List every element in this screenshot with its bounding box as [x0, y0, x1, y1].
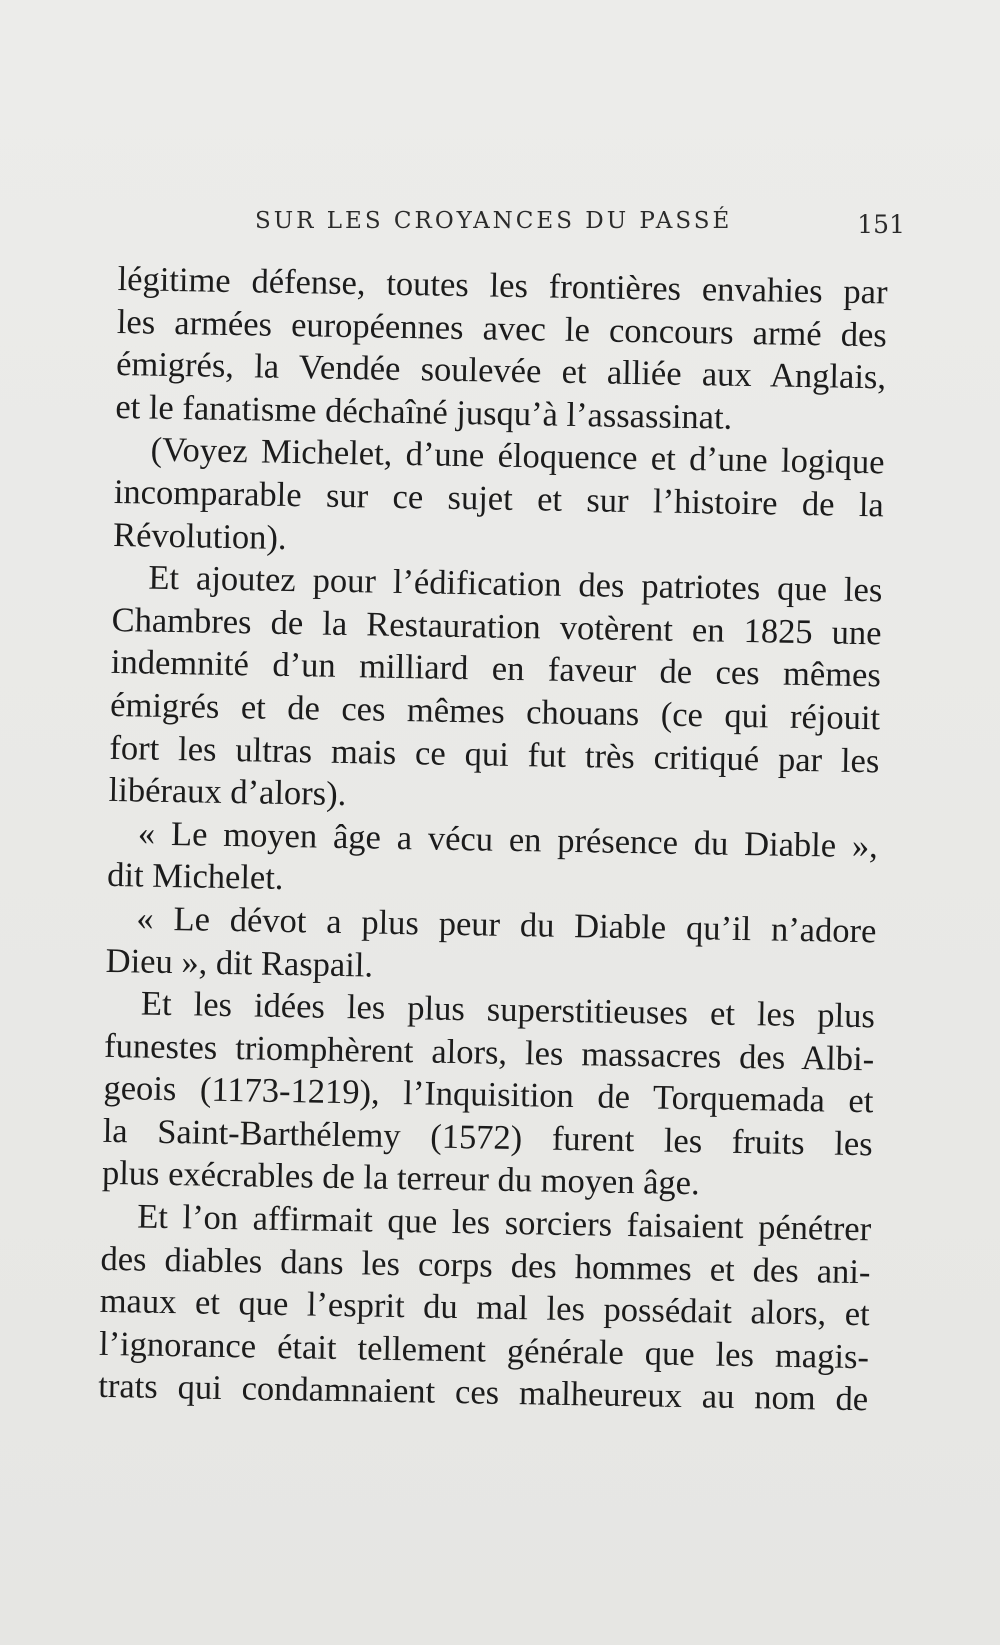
text-line: libéraux d’alors). [108, 771, 347, 814]
text-line: plus exécrables de la terreur du moyen âge. [101, 1154, 701, 1203]
page-number: 151 [857, 210, 905, 239]
text-line: Et l’on affirmait que les sorciers faisaient pénétrer [136, 1197, 872, 1249]
body-text [98, 258, 888, 1421]
text-line: Révolution). [112, 515, 287, 557]
text-line: des diables dans les corps des hommes et des ani- [100, 1239, 871, 1291]
text-line: émigrés et de ces mêmes chouans (ce qui réjouit [109, 685, 881, 738]
text-line: émigrés, la Vendée soulevée et alliée aux Anglais, [115, 345, 887, 397]
text-line: dit Michelet. [106, 856, 284, 898]
text-line: « Le dévot a plus peur du Diable qu’il n’adore [136, 899, 877, 951]
page-header [255, 208, 905, 248]
text-line: « Le moyen âge a vécu en présence du Diable », [137, 814, 879, 866]
text-line: fort les ultras mais ce qui fut très critiqué par les [109, 728, 880, 780]
text-line: et le fanatisme déchaîné jusqu’à l’assassinat. [115, 387, 733, 437]
running-title: SUR LES CROYANCES DU PASSÉ [255, 208, 733, 234]
text-line: Chambres de la Restauration votèrent en 1825 une [111, 600, 882, 653]
text-line: (Voyez Michelet, d’une éloquence et d’une logique [150, 430, 885, 482]
text-line: la Saint-Barthélemy (1572) furent les fruits les [102, 1111, 873, 1164]
text-line: Et ajoutez pour l’édification des patriotes que les [148, 558, 883, 610]
text-line: Et les idées les plus superstitieuses et les plus [140, 984, 876, 1036]
text-line: maux et que l’esprit du mal les possédait alors, et [99, 1282, 871, 1334]
text-line: Dieu », dit Raspail. [105, 941, 374, 985]
text-line: l’ignorance était tellement générale que les magis- [98, 1324, 870, 1377]
text-line: trats qui condamnaient ces malheureux au nom de [97, 1367, 869, 1419]
text-line: geois (1173-1219), l’Inquisition de Torquemada et [103, 1069, 874, 1121]
text-line: les armées européennes avec le concours armé des [116, 302, 888, 355]
text-line: incomparable sur ce sujet et sur l’histoire de la [113, 472, 885, 525]
text-line: indemnité d’un milliard en faveur de ces mêmes [110, 643, 882, 695]
text-line: funestes triomphèrent alors, les massacres des Albi- [103, 1026, 875, 1079]
text-line: légitime défense, toutes les frontières envahies par [117, 259, 888, 312]
